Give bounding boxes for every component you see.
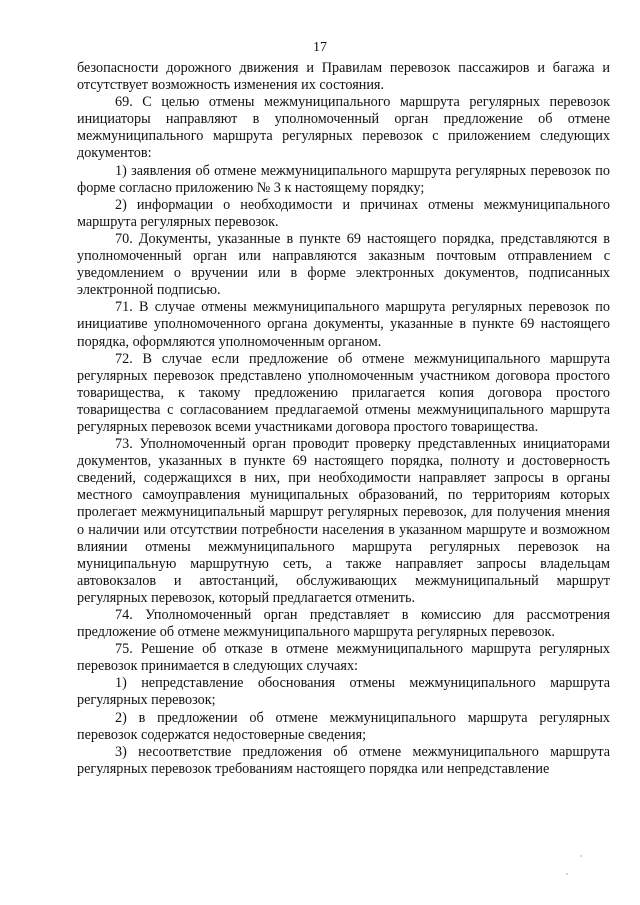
scan-speck	[580, 855, 582, 857]
paragraph-72: 72. В случае если предложение об отмене межмуниципального маршрута регулярных перевозок представлено уполномоченным участником договора простого товарищества, к такому предложению прилагается копия договора простого товарищества с согласованием предлагаемой отмены межмуниципального маршрута регулярных перевозок всеми участниками договора простого товарищества.	[77, 350, 610, 435]
paragraph-75-item-1: 1) непредставление обоснования отмены межмуниципального маршрута регулярных перевозок;	[77, 675, 610, 709]
paragraph-continuation: безопасности дорожного движения и Правилам перевозок пассажиров и багажа и отсутствует возможность изменения их состояния.	[77, 60, 610, 94]
paragraph-73: 73. Уполномоченный орган проводит проверку представленных инициаторами документов, указанных в пункте 69 настоящего порядка, полноту и достоверность сведений, содержащихся в них, при необходимости направляет запросы в органы местного самоуправления муниципальных образований, по территориям которых пролегает межмуниципальный маршрут регулярных перевозок, для получения мнения о наличии или отсутствии потребности населения в указанном маршруте и возможном влиянии отмены межмуниципального маршрута регулярных перевозок на муниципальную маршрутную сеть, а также направляет запросы владельцам автовокзалов и автостанций, обслуживающих межмуниципальный маршрут регулярных перевозок, который предлагается отменить.	[77, 436, 610, 606]
body-text	[77, 60, 610, 778]
paragraph-71: 71. В случае отмены межмуниципального маршрута регулярных перевозок по инициативе уполномоченного органа документы, указанные в пункте 69 настоящего порядка, оформляются уполномоченным органом.	[77, 299, 610, 350]
paragraph-69: 69. С целью отмены межмуниципального маршрута регулярных перевозок инициаторы направляют в уполномоченный орган предложение об отмене межмуниципального маршрута регулярных перевозок с приложением следующих документов:	[77, 94, 610, 162]
scan-speck	[566, 873, 568, 875]
page-number: 17	[313, 40, 327, 55]
paragraph-75-item-2: 2) в предложении об отмене межмуниципального маршрута регулярных перевозок содержатся недостоверные сведения;	[77, 709, 610, 743]
paragraph-75-item-3: 3) несоответствие предложения об отмене межмуниципального маршрута регулярных перевозок требованиям настоящего порядка или непредставление	[77, 743, 610, 777]
paragraph-69-item-2: 2) информации о необходимости и причинах отмены межмуниципального маршрута регулярных перевозок.	[77, 196, 610, 230]
paragraph-69-item-1: 1) заявления об отмене межмуниципального маршрута регулярных перевозок по форме согласно приложению № 3 к настоящему порядку;	[77, 162, 610, 196]
paragraph-75: 75. Решение об отказе в отмене межмуниципального маршрута регулярных перевозок принимается в следующих случаях:	[77, 641, 610, 675]
paragraph-74: 74. Уполномоченный орган представляет в комиссию для рассмотрения предложение об отмене межмуниципального маршрута регулярных перевозок.	[77, 607, 610, 641]
paragraph-70: 70. Документы, указанные в пункте 69 настоящего порядка, представляются в уполномоченный орган или направляются заказным почтовым отправлением с уведомлением о вручении или в форме электронных документов, подписанных электронной подписью.	[77, 230, 610, 299]
